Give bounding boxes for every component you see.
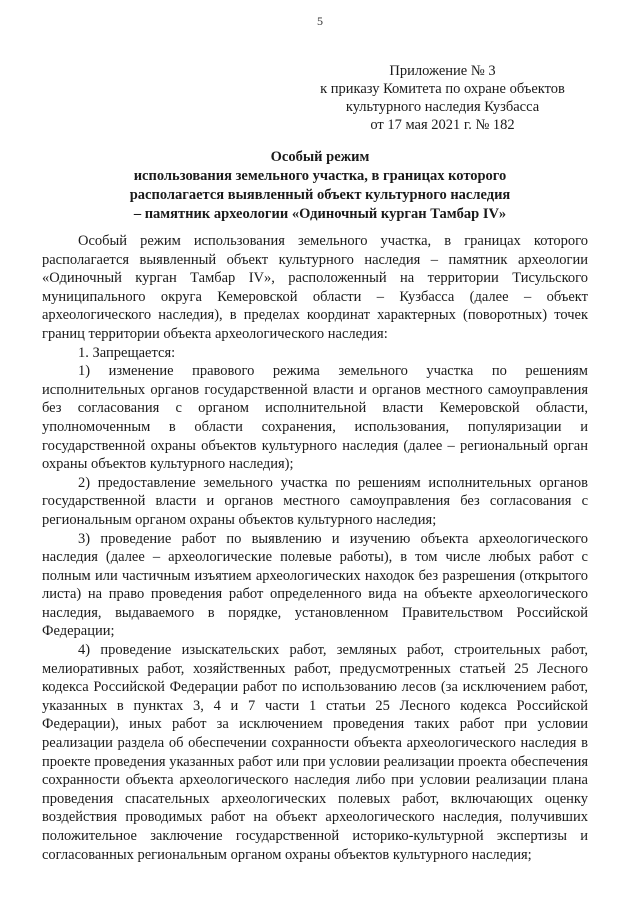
appendix-line: к приказу Комитета по охране объектов: [320, 81, 565, 97]
title-line: Особый режим: [270, 149, 370, 165]
list-item: 4) проведение изыскательских работ, земляных работ, строительных работ, мелиоративных работ, хозяйственных работ, предусмотренных статьей 25 Лесного кодекса Российской Федерации работ по использованию лесов (за исключением работ, указанных в пунктах 3, 4 и 7 части 1 статьи 25 Лесного кодекса Российской Федерации), иных работ за исключением проведения таких работ при условии реализации раздела об обеспечении сохранности объекта археологического наследия в проекте проведения указанных работ или при условии реализации проекта обеспечения сохранности объекта археологического наследия либо при условии реализации плана проведения спасательных археологических полевых работ, включающих оценку воздействия проводимых работ на объект археологического наследия, получивших положительное заключение государственной историко-культурной экспертизы и согласованных региональным органом охраны объектов культурного наследия;: [42, 642, 588, 863]
title-line: использования земельного участка, в границах которого: [133, 168, 507, 184]
title-line: располагается выявленный объект культурного наследия: [129, 187, 511, 203]
document-body: [42, 232, 588, 864]
title-line: – памятник археологии «Одиночный курган Тамбар IV»: [133, 206, 507, 222]
intro-paragraph: Особый режим использования земельного участка, в границах которого располагается выявленный объект культурного наследия – памятник археологии «Одиночный курган Тамбар IV», расположенный на территории Тисульского муниципального округа Кемеровской области – Кузбасса (далее – объект археологического наследия), в пределах координат характерных (поворотных) точек границ территории объекта археологического наследия:: [42, 233, 588, 342]
document-title: [60, 148, 580, 224]
page-number: 5: [317, 14, 323, 28]
list-item: 3) проведение работ по выявлению и изучению объекта археологического наследия (далее – археологические полевые работы), в том числе любых работ с полным или частичным изъятием археологических находок без разрешения (открытого листа) на право проведения работ определенного вида на объекте археологического наследия, выдаваемого в порядке, установленном Правительством Российской Федерации;: [42, 530, 588, 640]
appendix-line: культурного наследия Кузбасса: [345, 99, 540, 115]
appendix-header: [300, 62, 585, 134]
appendix-line: от 17 мая 2021 г. № 182: [370, 117, 515, 133]
section-heading: 1. Запрещается:: [78, 344, 176, 361]
list-item: 1) изменение правового режима земельного участка по решениям исполнительных органов государственной власти и органов местного самоуправления без согласования с органом исполнительной власти Кемеровской области, уполномоченным в области сохранения, использования, популяризации и государственной охраны объектов культурного наследия (далее – региональный орган охраны объектов культурного наследия);: [42, 363, 588, 473]
appendix-line: Приложение № 3: [389, 63, 496, 79]
list-item: 2) предоставление земельного участка по решениям исполнительных органов государственной власти и органов местного самоуправления без согласования с региональным органом охраны объектов культурного наследия;: [42, 474, 588, 528]
